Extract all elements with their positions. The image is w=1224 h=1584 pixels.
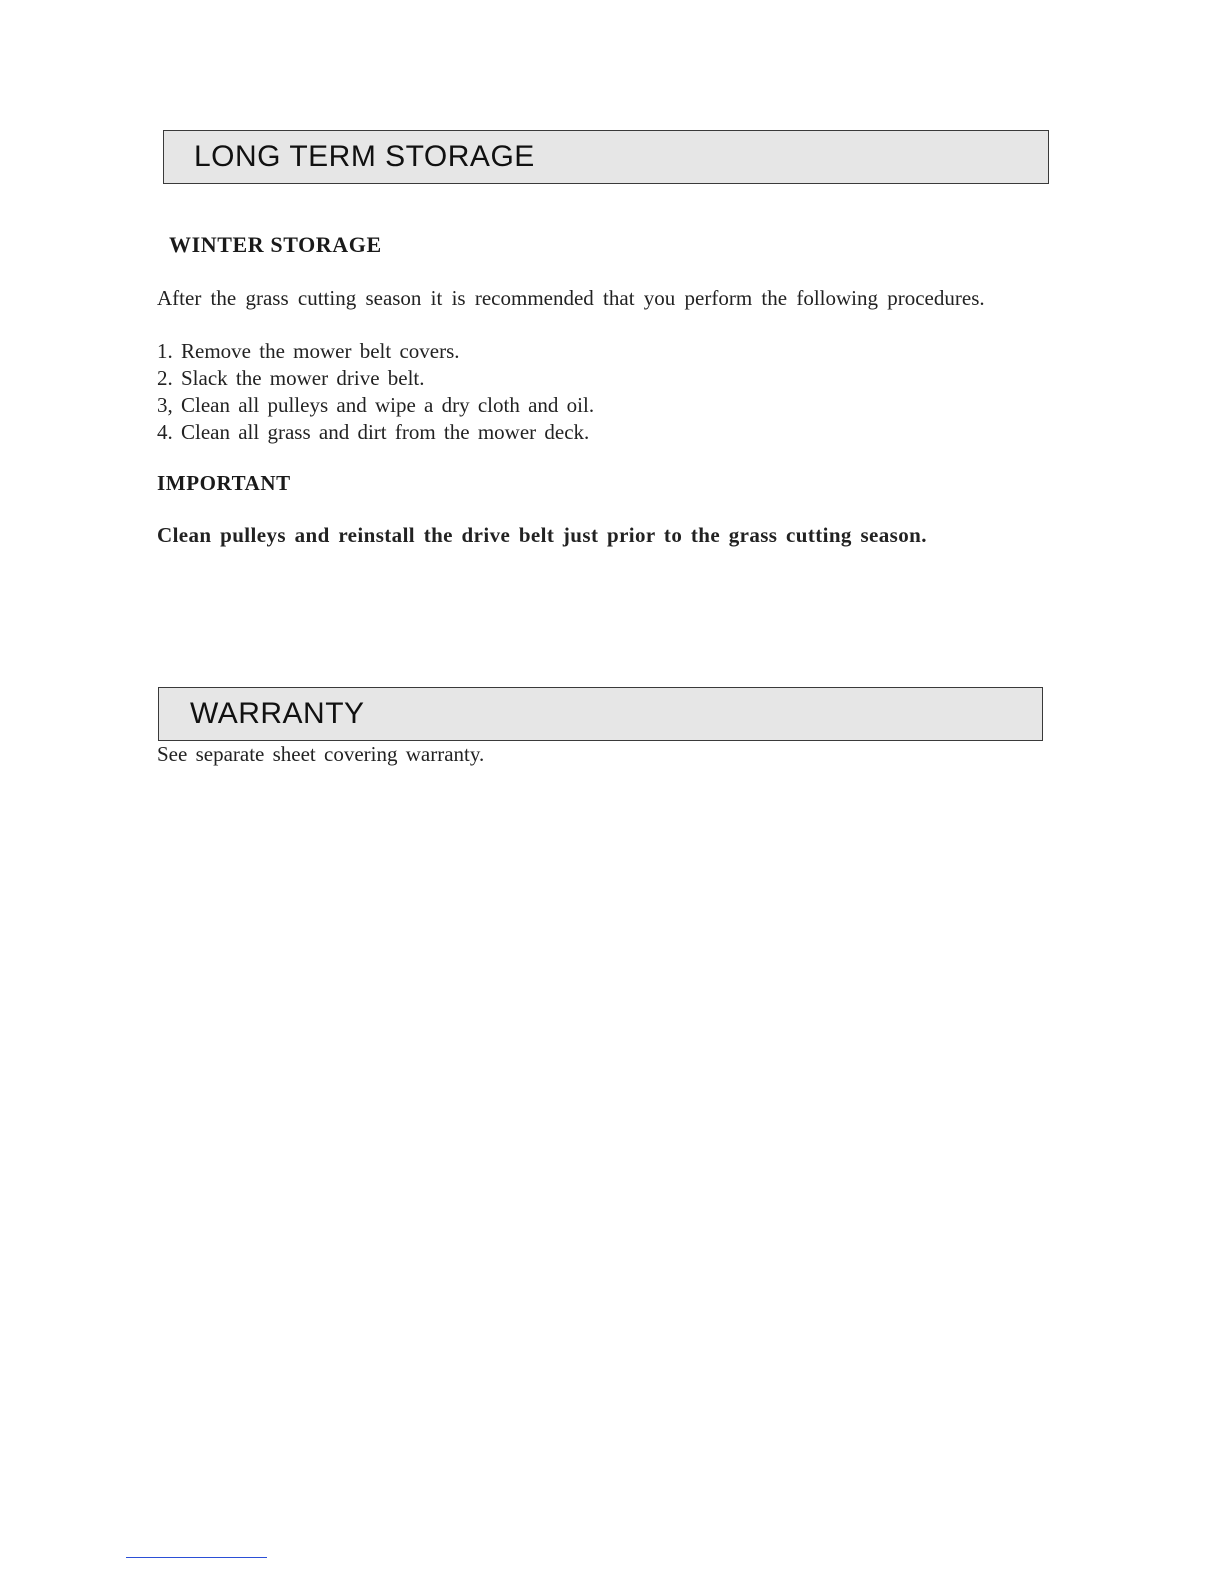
warranty-note: See separate sheet covering warranty. [157, 742, 485, 766]
footer-rule [126, 1557, 267, 1558]
long-term-storage-header [163, 130, 1049, 184]
warranty-header [158, 687, 1043, 741]
long-term-storage-title: LONG TERM STORAGE [194, 140, 535, 173]
important-heading: IMPORTANT [157, 471, 291, 495]
winter-storage-intro: After the grass cutting season it is recommended that you perform the following procedures. [157, 286, 985, 310]
procedure-step: 3, Clean all pulleys and wipe a dry cloth and oil. [157, 393, 595, 417]
procedure-step: 4. Clean all grass and dirt from the mower deck. [157, 420, 590, 444]
procedure-step: 1. Remove the mower belt covers. [157, 339, 460, 363]
procedure-step: 2. Slack the mower drive belt. [157, 366, 425, 390]
procedure-list [157, 338, 594, 446]
winter-storage-heading: WINTER STORAGE [169, 232, 382, 257]
important-note: Clean pulleys and reinstall the drive belt just prior to the grass cutting season. [157, 523, 927, 547]
warranty-title: WARRANTY [190, 697, 365, 730]
